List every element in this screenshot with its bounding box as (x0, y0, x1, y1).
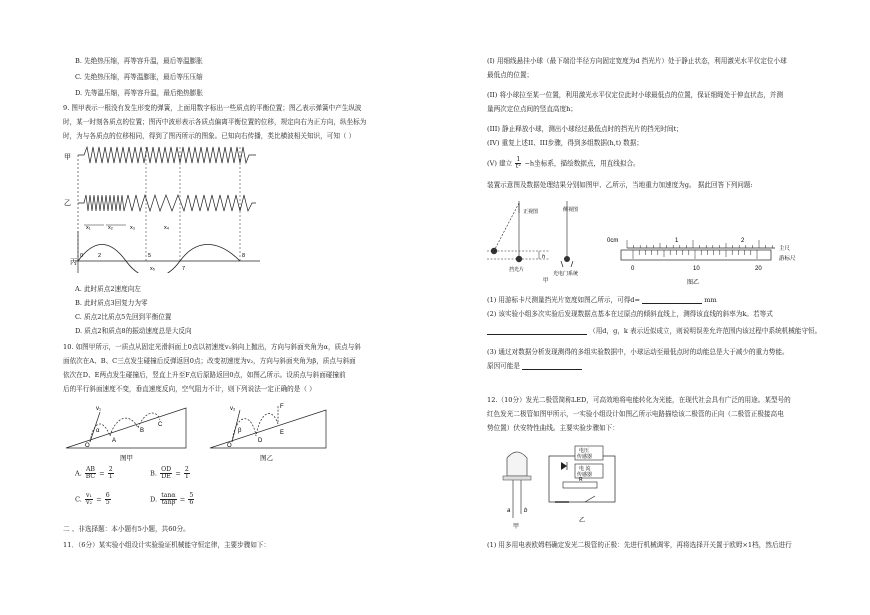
q12-line-3: 势位置）伏安特性曲线。主要实验步骤如下： (487, 424, 619, 432)
circuit-figure (545, 444, 625, 534)
q11-part-3: (3) 通过对数据分析发现测得的多组实验数据中，小球运动至最低点时的动能总是大于减少的重力势能。 (487, 348, 789, 356)
label-bing: 丙 (70, 259, 77, 266)
trajectory-yi (232, 406, 278, 442)
led-fig-caption: 甲 (513, 524, 520, 530)
q9-text-line-1: 9. 图甲表示一根没有发生形变的弹簧，上面用数字标出一些质点的平衡位置；图乙表示弹簧中产生纵波 (63, 104, 362, 112)
step-2-line-1: (II) 将小球拉至某一位置，利用激光水平仪定位此时小球最低点的位置，保证细绳处于伸直状态，并测 (487, 91, 783, 99)
q9-option-b: B. 此时质点3回复力为零 (75, 299, 148, 307)
label-c: C (158, 422, 163, 428)
vernier-caliper (607, 228, 819, 292)
spring-yi (78, 195, 256, 211)
answer-blank-reason[interactable] (522, 363, 582, 370)
q10-option-c: C. $\frac{\text{v₁}}{\text{v₂}}$ = $\frac{6}{5}$ (75, 492, 110, 507)
label-v2: v₂ (230, 406, 236, 412)
label-h: h (542, 254, 546, 260)
label-alpha: α (96, 428, 100, 434)
label-x4: x₄ (164, 225, 169, 231)
incline-jia (66, 408, 186, 448)
label-a: a (507, 508, 511, 514)
q10-option-d: D. $\frac{\tan\alpha}{\tan\beta}$ = $\frac{5}{6}$ (150, 492, 194, 507)
q10-text-line-4: 后的平行斜面速度不变，垂直速度反向，空气阻力不计，则下列说法一定正确的是（ ） (63, 385, 316, 393)
main-scale-ticks (627, 240, 772, 248)
fig-jia-caption: 图甲 (120, 455, 133, 462)
q10-option-a: A. $\frac{AB}{BC}$ = $\frac{2}{1}$ (75, 466, 113, 481)
label-side-view: 侧视图 (563, 207, 579, 213)
q12-part-1: (1) 用多用电表欧姆档确定发光二极管的正极：先进行机械调零，再将选择开关置于欧姆×1档，然后进行 (487, 541, 792, 549)
label-d: D (258, 438, 263, 444)
label-e: E (280, 430, 285, 436)
answer-blank-equation[interactable] (487, 328, 587, 335)
string-dashed (495, 203, 519, 249)
label-n2: 2 (98, 253, 102, 259)
label-b: b (524, 508, 528, 514)
q9-text-line-2: 时，某一时刻各质点的位置；图丙中波形表示各质点偏离平衡位置的位移，规定向右为正方向，纵坐标为 (63, 118, 367, 126)
q11-part-1: (1) 用游标卡尺测量挡光片宽度如图乙所示，可得d= mm (487, 296, 717, 304)
diode-symbol (561, 462, 567, 470)
label-n5: 5 (148, 253, 152, 259)
q9-text-line-3: 时，为与各质点的位移相同，得到了图丙所示的图象。已知向右传播，类比横波相关知识，可知（ ） (63, 132, 356, 140)
label-b: B (140, 428, 145, 434)
q11-part-2: (2) 该实验小组多次实验后发现数据点基本在过原点的倾斜直线上，测得该直线的斜率为k。若等式 (487, 310, 773, 318)
label-n8: 8 (242, 253, 246, 259)
step-5: (V) 建立 $\frac{1}{\text{t²}}$ −h坐标系，描绘数据点，用直线拟合。 (487, 156, 640, 171)
led-figure (491, 446, 551, 532)
vernier-tick-20: 20 (755, 266, 762, 272)
label-x2: x₂ (108, 225, 113, 231)
label-photogate-system: 光电门系统 (553, 271, 579, 277)
label-sensor-2: 传感器 (577, 472, 593, 478)
main-tick-1: 1 (675, 238, 679, 244)
trajectory-jia (90, 413, 160, 442)
label-n7: 7 (182, 266, 186, 272)
step-3: (III) 静止释放小球，测出小球经过最低点时的挡光片的挡光时间t； (487, 125, 683, 133)
label-f: F (280, 404, 284, 410)
q9-option-c: C. 质点2比质点5先回到平衡位置 (75, 313, 172, 321)
setup-description: 装置示意图及数据处理结果分别如图甲、乙所示，当地重力加速度为g。 据此回答下列问题: (487, 181, 753, 189)
label-a: A (112, 438, 117, 444)
label-n0: 0 (80, 253, 84, 259)
label-v1: v₁ (96, 406, 102, 412)
switch (585, 496, 595, 502)
q11-intro: 11．（6分）某实验小组设计实验验证机械能守恒定律，主要步骤如下： (63, 541, 271, 549)
label-x3: x₃ (130, 225, 135, 231)
main-scale-label: 主尺 (779, 246, 791, 252)
label-o-yi: O (227, 443, 232, 449)
q12-line-1: 12.（10分）发光二极管简称LED，可高效地将电能转化为光能，在现代社会具有广泛的用途。某型号的 (487, 396, 791, 404)
q10-text-line-3: 依次在D、E两点发生碰撞后，竖直上升至F点后原路返回0点，如图乙所示。设质点与斜面碰撞前 (63, 371, 346, 379)
apparatus-figure (483, 197, 603, 283)
label-sensor-1: 传感器 (577, 454, 593, 460)
q10-text-line-2: 面依次在A、B、C三点发生碰撞后反弹返回0点；改变初速度为v₂，方向与斜面夹角为β，质点与斜面 (63, 357, 356, 365)
label-jia: 甲 (64, 154, 71, 161)
label-shading-plate: 挡光片 (509, 267, 525, 273)
label-voltage: 电压 (579, 448, 590, 454)
vernier-scale-ticks (633, 250, 757, 259)
section-2-heading: 二 、非选择题：本小题有5小题，共60分。 (63, 525, 190, 533)
answer-blank-d[interactable] (642, 297, 702, 304)
label-r: R (579, 477, 583, 483)
q10-text-line-1: 10. 如图甲所示，一质点从固定光滑斜面上0点以初速度v₁斜向上抛出，方向与斜面夹角为α，质点与斜 (63, 343, 361, 351)
step-1-line-1: (I) 用细线悬挂小球（最下端沿半径方向固定宽度为d 挡光片）处于静止状态，利用激光水平仪定位小球 (487, 57, 787, 65)
label-beta: β (238, 428, 242, 434)
vernier-tick-10: 10 (693, 266, 700, 272)
q11-part-2-cont: （用d，g，k 表示近似成立，则说明误差允许范围内该过程中系统机械能守恒。 (487, 327, 821, 335)
label-fig-jia: 甲 (543, 278, 549, 283)
label-current: 电 流 (579, 466, 591, 472)
caliper-unit: 0cm (607, 238, 619, 244)
displacement-curve (78, 245, 240, 274)
vernier-scale-label: 游标尺 (779, 256, 796, 262)
vector-v2 (232, 410, 240, 442)
q8-option-d: D. 先等温压缩，再等容升温，最后绝热膨胀 (75, 89, 203, 97)
step-1-line-2: 最低点的位置； (487, 71, 534, 79)
spring-jia (78, 147, 256, 163)
step-4: (IV) 重复上述II、III步骤，得到多组数据(h,t) 数据； (487, 139, 643, 147)
ball-side (564, 256, 570, 262)
q9-spring-figure (60, 143, 270, 273)
q11-part-3-cont: 原因可能是 (487, 362, 582, 370)
label-yi: 乙 (64, 200, 71, 207)
label-x5: x₅ (150, 266, 155, 272)
vernier-tick-0: 0 (631, 266, 635, 272)
label-front-view: 正视图 (523, 209, 539, 215)
led-bulb (507, 452, 527, 476)
step-2-line-2: 量两次定位点间的竖直高度h； (487, 105, 577, 113)
caliper-fig-caption: 图乙 (687, 280, 700, 286)
q9-option-a: A. 此时质点2速度向左 (75, 285, 141, 293)
q8-option-c: C. 先绝热压缩，再等温膨胀，最后等压压缩 (75, 73, 203, 81)
vernier-scale-body (621, 250, 771, 260)
q12-line-2: 红色发光二极管如图甲所示，一实验小组设计如图乙所示电路描绘该二极管的正向（二极管正极接高电 (487, 410, 784, 418)
q10-incline-figures (60, 398, 350, 466)
fig-yi-caption: 图乙 (260, 455, 273, 462)
q9-option-d: D. 质点2和质点8的振动速度总是大反向 (75, 327, 192, 335)
main-tick-2: 2 (741, 238, 745, 244)
q10-option-b: B. $\frac{OD}{DE}$ = $\frac{2}{1}$ (150, 466, 189, 481)
q8-option-b: B. 先绝热压缩，再等容升温，最后等温膨胀 (75, 57, 203, 65)
circuit-fig-caption: 乙 (579, 518, 586, 524)
label-x1: x₁ (86, 225, 91, 231)
label-o-jia: O (85, 443, 90, 449)
